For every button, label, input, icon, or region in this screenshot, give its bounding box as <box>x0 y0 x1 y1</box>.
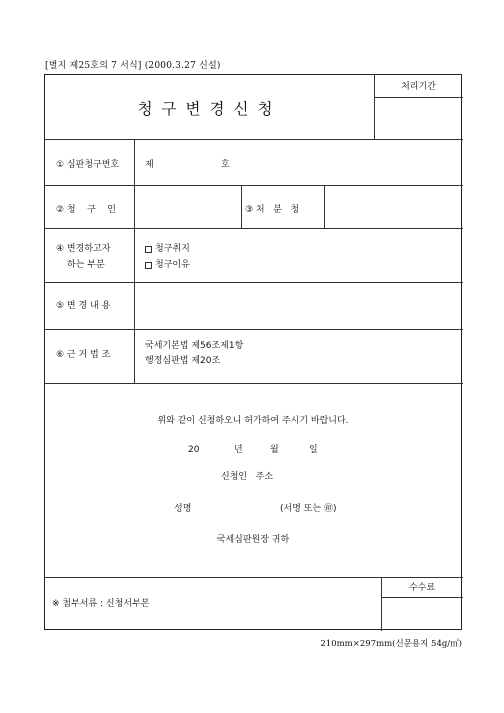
legal-basis-line: 행정심판법 제20조 <box>145 356 221 366</box>
legal-basis-label: ⑥ 근 거 법 조 <box>56 350 111 360</box>
disposition-agency-label: ③ 처 분 청 <box>245 205 300 215</box>
divider <box>45 139 463 140</box>
addressee: 국세심판원장 귀하 <box>216 535 290 545</box>
paper-spec: 210mm×297mm(신문용지 54g/㎡) <box>320 639 462 649</box>
claimant-label: ② 청 구 인 <box>56 205 116 215</box>
divider <box>374 97 463 98</box>
date-year-prefix: 20 <box>188 445 200 455</box>
change-part-label-line1: ④ 변경하고자 <box>56 244 111 254</box>
case-number-prefix: 제 <box>145 160 154 170</box>
divider <box>45 383 463 384</box>
name-label: 성명 <box>174 504 192 514</box>
date-day-label: 일 <box>309 445 318 455</box>
legal-basis-line: 국세기본법 제56조제1항 <box>145 341 244 351</box>
divider <box>381 597 463 598</box>
case-number-suffix: 호 <box>221 160 230 170</box>
divider <box>45 329 463 330</box>
divider <box>45 185 463 186</box>
date-month-label: 월 <box>270 445 279 455</box>
signature-note: (서명 또는 ㊞) <box>280 504 337 514</box>
applicant-address-label: 신청인 주소 <box>221 472 274 482</box>
divider <box>134 139 135 383</box>
checkbox[interactable] <box>145 262 152 269</box>
change-part-label-line2: 하는 부분 <box>67 260 105 270</box>
divider <box>324 185 325 228</box>
processing-period-label: 처리기간 <box>401 82 436 92</box>
change-content-label: ⑤ 변 경 내 용 <box>56 301 111 311</box>
form-title: 청구변경신청 <box>137 100 282 118</box>
attachment-label: ※ 첨부서류 : 신청서부본 <box>52 599 150 609</box>
divider <box>45 282 463 283</box>
divider <box>45 577 463 578</box>
fee-label: 수수료 <box>408 583 436 593</box>
form-code: [별지 제25호의 7 서식] (2000.3.27 신설) <box>45 61 221 71</box>
change-request-form <box>44 74 462 630</box>
option-claim-purpose[interactable]: 청구취지 <box>145 243 190 255</box>
divider <box>45 228 463 229</box>
date-year-label: 년 <box>234 445 243 455</box>
option-claim-reason[interactable]: 청구이유 <box>145 259 190 271</box>
divider <box>241 185 242 228</box>
checkbox[interactable] <box>145 246 152 253</box>
case-number-label: ① 심판청구번호 <box>56 160 120 170</box>
declaration-statement: 위와 같이 신청하오니 허가하여 주시기 바랍니다. <box>157 416 349 426</box>
